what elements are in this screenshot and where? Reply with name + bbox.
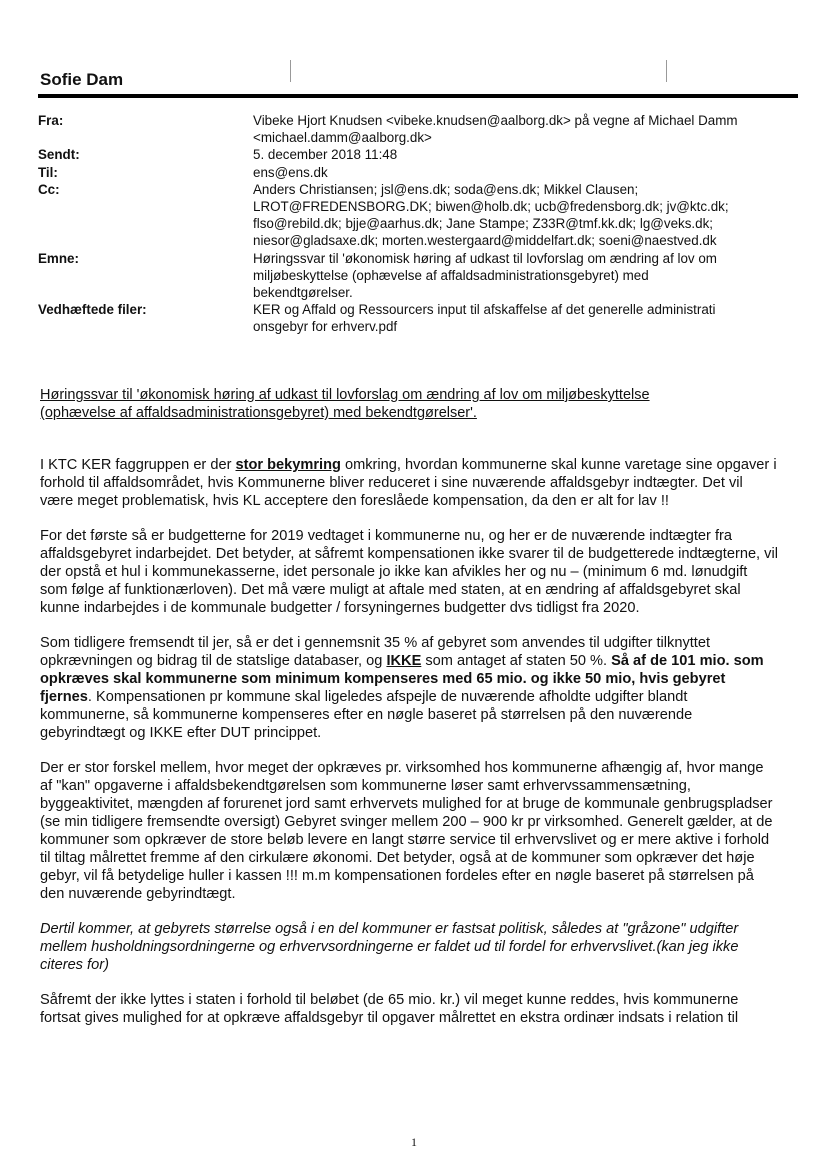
text-run: . Kompensationen pr kommune skal ligeledes afspejle de nuværende afholdte udgifter blandt kommunerne, så kommunerne kompenseres efter en nøgle baseret på størrelsen på den nuværende gebyrindtægt og IKKE efter DUT princippet. — [40, 689, 693, 741]
subject-line: Høringssvar til 'økonomisk høring af udkast til lovforslag om ændring af lov om — [253, 250, 717, 266]
paragraph-1 — [40, 456, 778, 510]
bold-run: Så af de 101 mio. som opkræves skal kommunerne som minimum kompenseres med 65 mio. og ikke 50 mio, hvis gebyret fjernes — [40, 653, 764, 705]
cc-label: Cc: — [38, 181, 60, 197]
subject-heading-line: (ophævelse af affaldsadministrationsgebyret) med bekendtgørelser'. — [40, 405, 477, 421]
subject-heading-line: Høringssvar til 'økonomisk høring af udkast til lovforslag om ændring af lov om miljøbeskyttelse — [40, 387, 650, 403]
sent-label: Sendt: — [38, 147, 80, 163]
cc-value — [253, 181, 798, 250]
attachments-value — [253, 301, 798, 335]
to-value: ens@ens.dk — [253, 164, 328, 180]
attachment-line: onsgebyr for erhverv.pdf — [253, 319, 398, 335]
sender-name: Sofie Dam — [40, 70, 124, 89]
from-label: Fra: — [38, 113, 64, 128]
cc-line: flso@rebild.dk; bjje@aarhus.dk; Jane Stampe; Z33R@tmf.kk.dk; lg@veks.dk; — [253, 216, 713, 232]
text-run: omkring, hvordan kommunerne skal kunne varetage sine opgaver i forhold til affaldsområdet, hvis Kommunerne bliver reduceret i sine nuværende affaldsgebyr indtægter. Det vil være meget problematisk, hvis KL acceptere den foreslåede kompensation, da den er alt for lav !! — [40, 457, 777, 509]
emphasis-run: stor bekymring — [235, 457, 341, 473]
header-cc-row — [38, 181, 798, 250]
header-from-row — [38, 112, 798, 146]
subject-line: bekendtgørelser. — [253, 285, 353, 301]
email-header — [38, 112, 798, 336]
header-sent-row — [38, 146, 798, 163]
sent-value: 5. december 2018 11:48 — [253, 147, 398, 163]
text-run: I KTC KER faggruppen er der — [40, 457, 236, 473]
paragraph-6: Såfremt der ikke lyttes i staten i forhold til beløbet (de 65 mio. kr.) vil meget kunne reddes, hvis kommunerne fortsat gives mulighed for at opkræve affaldsgebyr til opgaver målrettet en ekstra ordinær indsats i relation til — [40, 992, 739, 1026]
body-subject-heading — [40, 386, 760, 422]
paragraph-4: Der er stor forskel mellem, hvor meget der opkræves pr. virksomhed hos kommunerne afhængig af, hvor mange af "kan" opgaverne i affaldsbekendtgørelsen som kommunerne løser samt erhvervssammensætning, byggeaktivitet, mængden af forurenet jord samt erhvervets mulighed for at bruge de kommunale genbrugspladser (se min tidligere fremsendte oversigt) Gebyret svinger mellem 200 – 900 kr pr virksomhed. Generelt gælder, at de kommuner som opkræver de store beløb levere en langt større service til erhvervslivet og er mere aktive i forhold til tiltag målrettet fremme af den cirkulære økonomi. Det betyder, også at de kommuner som opkræver det høje gebyr, vil få betydelige huller i kassen !!! m.m kompensationen fordeles efter en nøgle baseret på størrelsen på den nuværende gebyrindtægt. — [40, 760, 773, 902]
text-run: som antaget af staten 50 %. — [421, 653, 612, 669]
attachments-label: Vedhæftede filer: — [38, 302, 147, 318]
subject-line: miljøbeskyttelse (ophævelse af affaldsadministrationsgebyret) med — [253, 267, 649, 283]
subject-value — [253, 250, 798, 302]
from-value — [253, 112, 798, 146]
cc-line: Anders Christiansen; jsl@ens.dk; soda@ens.dk; Mikkel Clausen; — [253, 181, 639, 197]
attachment-line: KER og Affald og Ressourcers input til afskaffelse af det generelle administrati — [253, 302, 716, 318]
scan-mark-left — [290, 60, 291, 82]
page-number: 1 — [411, 1135, 417, 1149]
header-rule — [38, 94, 798, 98]
scan-mark-right — [666, 60, 667, 82]
paragraph-2: For det første så er budgetterne for 2019 vedtaget i kommunerne nu, og her er de nuværende indtægter fra affaldsgebyret indarbejdet. Det betyder, at såfremt kompensationen ikke svarer til de budgetterede indtægterne, vil der opstå et hul i kommunekasserne, idet personale jo ikke kan afvikles her og nu – (minimum 6 md. lønudgift som følge af funktionærloven). Det må være muligt at aftale med staten, at en ændring af affaldsgebyret skal kunne indarbejdes i de kommunale budgetter / forsyningernes budgetter dvs tidligst fra 2020. — [40, 528, 778, 616]
paragraph-3 — [40, 634, 778, 742]
text-run: Som tidligere fremsendt til jer, så er det i gennemsnit 35 % af gebyret som anvendes til udgifter tilknyttet opkrævningen og bidrag til de statslige databaser, og — [40, 635, 711, 669]
paragraph-5: Dertil kommer, at gebyrets størrelse også i en del kommuner er fastsat politisk, således at "gråzone" udgifter mellem husholdningsordningerne og erhvervsordningerne er faldet ud til fordel for erhvervslivet.(kan jeg ikke citeres for) — [40, 921, 739, 973]
header-attachments-row — [38, 301, 798, 335]
from-line: <michael.damm@aalborg.dk> — [253, 130, 432, 146]
header-to-row — [38, 164, 798, 181]
cc-line: LROT@FREDENSBORG.DK; biwen@holb.dk; ucb@fredensborg.dk; jv@ktc.dk; — [253, 199, 729, 215]
emphasis-run: IKKE — [386, 653, 422, 669]
cc-line: niesor@gladsaxe.dk; morten.westergaard@middelfart.dk; soeni@naestved.dk — [253, 233, 717, 249]
subject-label: Emne: — [38, 250, 79, 266]
from-line: Vibeke Hjort Knudsen <vibeke.knudsen@aalborg.dk> på vegne af Michael Damm — [253, 113, 738, 128]
email-body — [40, 456, 778, 1044]
to-label: Til: — [38, 164, 58, 180]
header-subject-row — [38, 250, 798, 302]
